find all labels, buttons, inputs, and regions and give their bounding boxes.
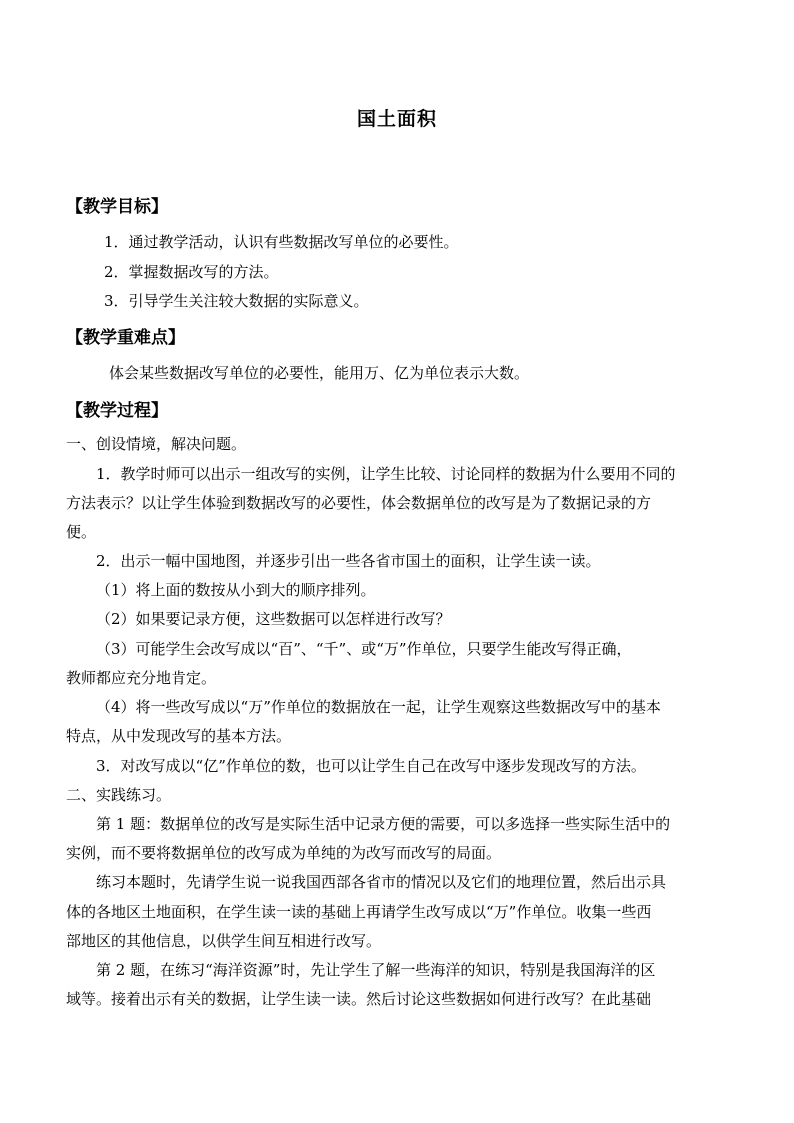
process-line: 便。 <box>66 523 97 541</box>
process-line: 第 1 题：数据单位的改写是实际生活中记录方便的需要，可以多选择一些实际生活中的 <box>96 815 671 833</box>
key-points-text: 体会某些数据改写单位的必要性，能用万、亿为单位表示大数。 <box>109 364 530 382</box>
process-line: （1）将上面的数按从小到大的顺序排列。 <box>96 581 376 599</box>
process-line: 3．对改写成以“亿”作单位的数，也可以让学生自己在改写中逐步发现改写的方法。 <box>96 757 646 775</box>
process-line: 一、创设情境，解决问题。 <box>66 435 247 453</box>
section-heading-key-points: 【教学重难点】 <box>66 328 185 348</box>
process-line: 2．出示一幅中国地图，并逐步引出一些各省市国土的面积，让学生读一读。 <box>96 552 601 570</box>
document-title: 国土面积 <box>356 108 437 130</box>
section-heading-goals: 【教学目标】 <box>66 197 168 217</box>
goal-item-2: 2．掌握数据改写的方法。 <box>104 263 279 281</box>
process-line: 教师都应充分地肯定。 <box>66 669 217 687</box>
process-line: 第 2 题，在练习“海洋资源”时，先让学生了解一些海洋的知识，特别是我国海洋的区 <box>96 961 656 979</box>
process-line: （4）将一些改写成以“万”作单位的数据放在一起，让学生观察这些数据改写中的基本 <box>96 698 661 716</box>
process-line: 二、实践练习。 <box>66 786 172 804</box>
process-line: 部地区的其他信息，以供学生间互相进行改写。 <box>66 932 382 950</box>
process-line: 练习本题时，先请学生说一说我国西部各省市的情况以及它们的地理位置，然后出示具 <box>96 873 667 891</box>
section-heading-process: 【教学过程】 <box>66 401 168 421</box>
process-line: 域等。接着出示有关的数据，让学生读一读。然后讨论这些数据如何进行改写？在此基础 <box>66 990 652 1008</box>
process-line: 方法表示？以让学生体验到数据改写的必要性，体会数据单位的改写是为了数据记录的方 <box>66 494 652 512</box>
process-line: 1．教学时师可以出示一组改写的实例，让学生比较、讨论同样的数据为什么要用不同的 <box>96 465 676 483</box>
goal-item-1: 1．通过教学活动，认识有些数据改写单位的必要性。 <box>104 233 459 251</box>
process-line: （3）可能学生会改写成以“百”、“千”、或“万”作单位，只要学生能改写得正确， <box>96 640 632 658</box>
process-line: （2）如果要记录方便，这些数据可以怎样进行改写？ <box>96 610 451 628</box>
process-line: 实例，而不要将数据单位的改写成为单纯的为改写而改写的局面。 <box>66 844 502 862</box>
process-line: 体的各地区土地面积，在学生读一读的基础上再请学生改写成以“万”作单位。收集一些西 <box>66 903 652 921</box>
goal-item-3: 3．引导学生关注较大数据的实际意义。 <box>104 292 369 310</box>
process-line: 特点，从中发现改写的基本方法。 <box>66 727 292 745</box>
